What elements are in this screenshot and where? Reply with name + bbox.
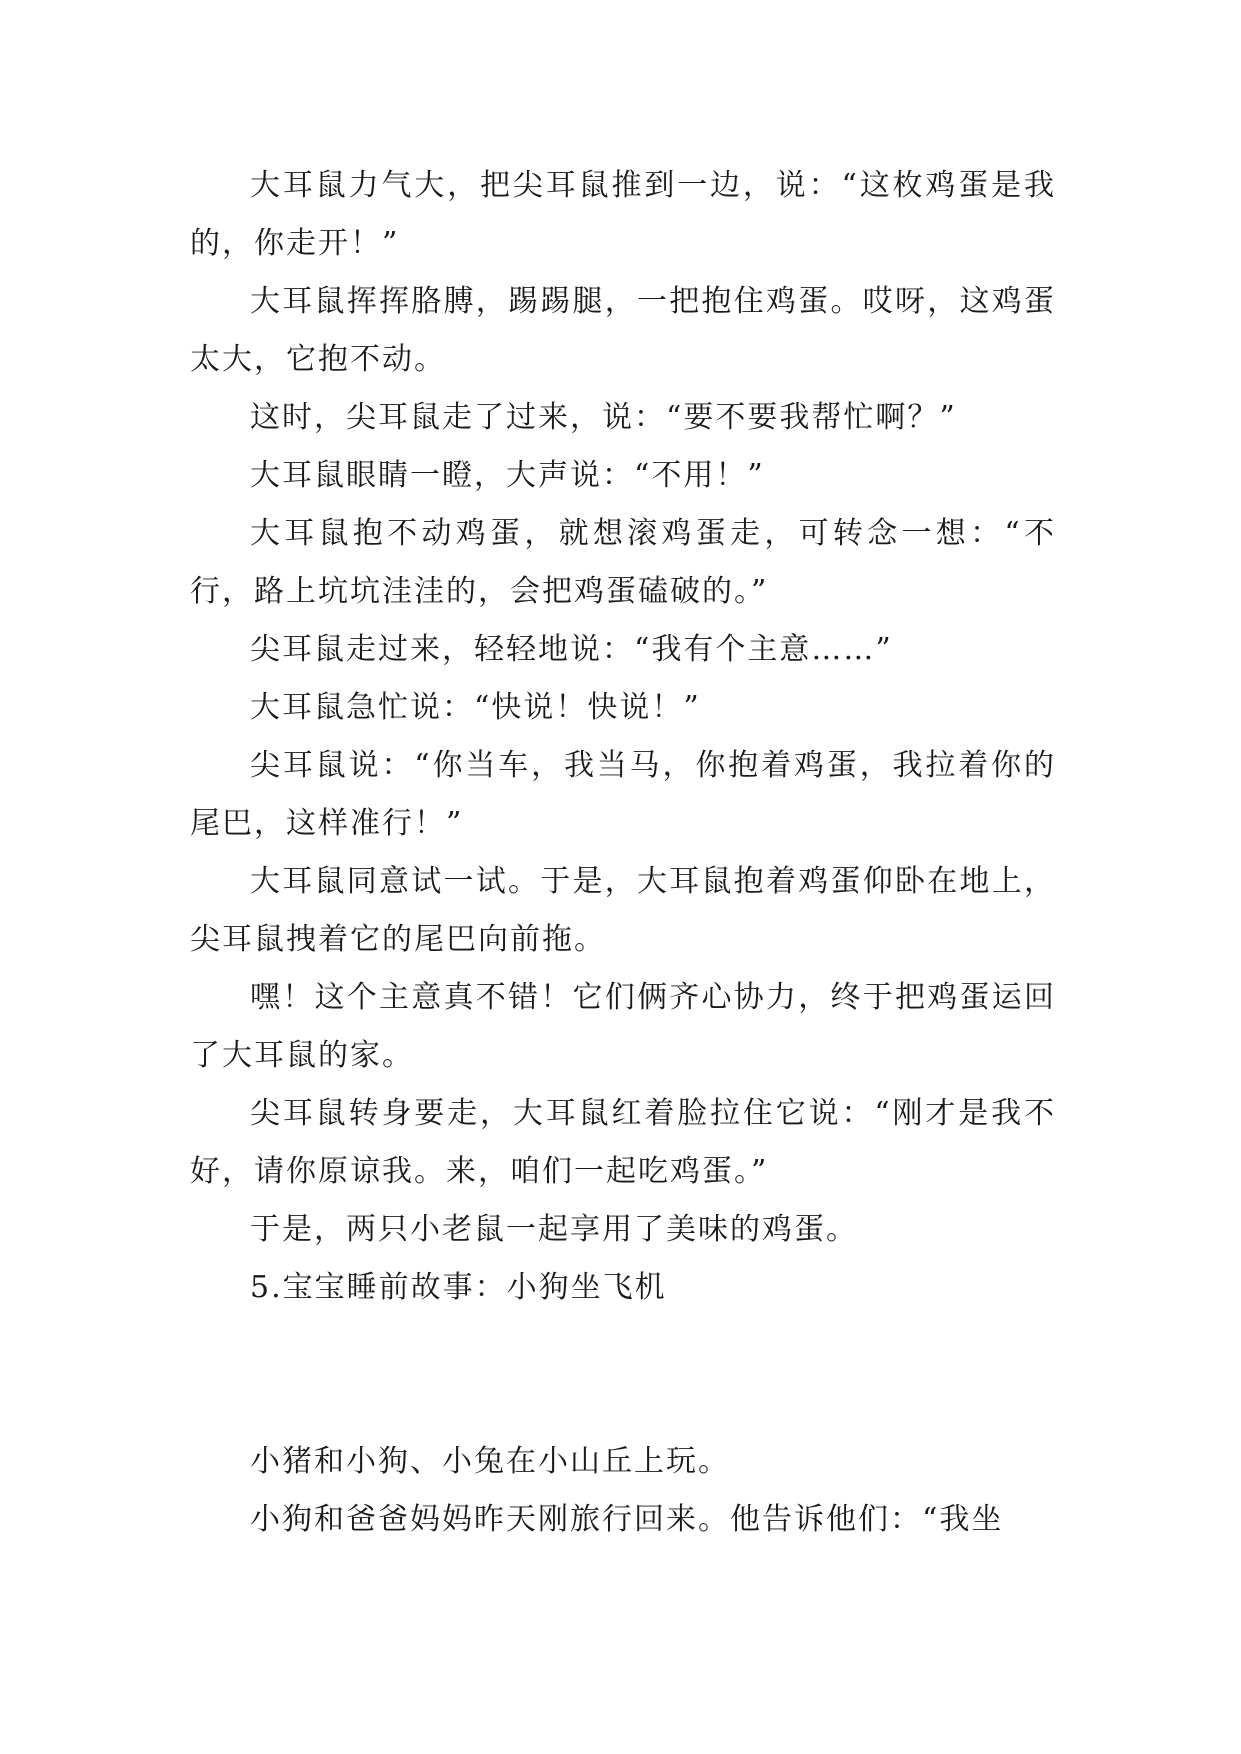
story-paragraph: 尖耳鼠转身要走，大耳鼠红着脸拉住它说：“刚才是我不好，请你原谅我。来，咱们一起吃鸡蛋。”: [190, 1096, 1056, 1189]
story-paragraph: 嘿！这个主意真不错！它们俩齐心协力，终于把鸡蛋运回了大耳鼠的家。: [190, 980, 1056, 1073]
document-page: [190, 157, 1056, 1549]
story-paragraph: 这时，尖耳鼠走了过来，说：“要不要我帮忙啊？”: [250, 400, 957, 435]
story-paragraph: 大耳鼠眼睛一瞪，大声说：“不用！”: [250, 458, 765, 493]
story-paragraph: 大耳鼠急忙说：“快说！快说！”: [250, 690, 701, 725]
story-paragraph: 小猪和小狗、小兔在小山丘上玩。: [250, 1444, 730, 1479]
story-paragraph: 大耳鼠抱不动鸡蛋，就想滚鸡蛋走，可转念一想：“不行，路上坑坑洼洼的，会把鸡蛋磕破的。”: [190, 516, 1056, 609]
section-heading: 5.宝宝睡前故事：小狗坐飞机: [250, 1270, 667, 1305]
blank-space: [190, 1317, 1056, 1433]
story-paragraph: 小狗和爸爸妈妈昨天刚旅行回来。他告诉他们：“我坐: [250, 1502, 1004, 1537]
story-paragraph: 大耳鼠挥挥胳膊，踢踢腿，一把抱住鸡蛋。哎呀，这鸡蛋太大，它抱不动。: [190, 284, 1056, 377]
story-paragraph: 尖耳鼠说：“你当车，我当马，你抱着鸡蛋，我拉着你的尾巴，这样准行！”: [190, 748, 1056, 841]
story-paragraph: 大耳鼠力气大，把尖耳鼠推到一边，说：“这枚鸡蛋是我的，你走开！”: [190, 168, 1056, 261]
story-paragraph: 尖耳鼠走过来，轻轻地说：“我有个主意……”: [250, 632, 893, 667]
story-paragraph: 于是，两只小老鼠一起享用了美味的鸡蛋。: [250, 1212, 858, 1247]
story-paragraph: 大耳鼠同意试一试。于是，大耳鼠抱着鸡蛋仰卧在地上，尖耳鼠拽着它的尾巴向前拖。: [190, 864, 1056, 957]
